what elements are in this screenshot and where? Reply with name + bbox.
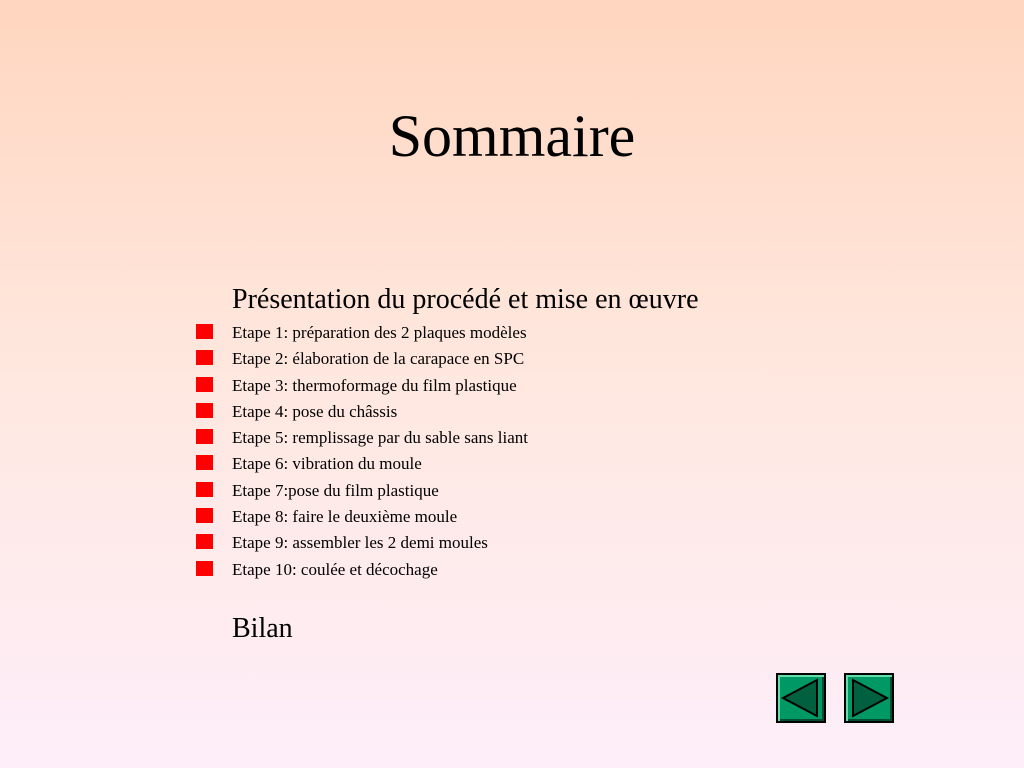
step-label: Etape 9: assembler les 2 demi moules — [232, 533, 488, 553]
step-label: Etape 7:pose du film plastique — [232, 480, 439, 500]
square-bullet-icon — [196, 534, 213, 549]
list-item — [232, 478, 932, 504]
triangle-right-icon — [846, 675, 892, 721]
step-label: Etape 4: pose du châssis — [232, 401, 398, 421]
square-bullet-icon — [196, 561, 213, 576]
square-bullet-icon — [196, 350, 213, 365]
list-item — [232, 425, 932, 451]
square-bullet-icon — [196, 377, 213, 392]
section-heading-presentation: Présentation du procédé et mise en œuvre — [232, 284, 699, 315]
list-item — [232, 504, 932, 530]
square-bullet-icon — [196, 324, 213, 339]
steps-list — [232, 320, 932, 583]
list-item — [232, 557, 932, 583]
square-bullet-icon — [196, 508, 213, 523]
square-bullet-icon — [196, 429, 213, 444]
triangle-left-icon — [778, 675, 824, 721]
step-label: Etape 3: thermoformage du film plastique — [232, 375, 517, 395]
step-label: Etape 5: remplissage par du sable sans liant — [232, 428, 528, 448]
step-label: Etape 6: vibration du moule — [232, 454, 422, 474]
list-item — [232, 451, 932, 477]
previous-slide-button[interactable] — [776, 673, 826, 723]
section-heading-bilan: Bilan — [232, 612, 293, 644]
slide-title: Sommaire — [388, 103, 636, 169]
square-bullet-icon — [196, 482, 213, 497]
square-bullet-icon — [196, 403, 213, 418]
next-slide-button[interactable] — [844, 673, 894, 723]
list-item — [232, 320, 932, 346]
step-label: Etape 10: coulée et décochage — [232, 559, 438, 579]
list-item — [232, 346, 932, 372]
summary-content — [232, 282, 932, 647]
list-item — [232, 530, 932, 556]
square-bullet-icon — [196, 455, 213, 470]
step-label: Etape 8: faire le deuxième moule — [232, 507, 458, 527]
list-item — [232, 373, 932, 399]
step-label: Etape 2: élaboration de la carapace en SPC — [232, 349, 525, 369]
list-item — [232, 399, 932, 425]
step-label: Etape 1: préparation des 2 plaques modèles — [232, 323, 527, 342]
